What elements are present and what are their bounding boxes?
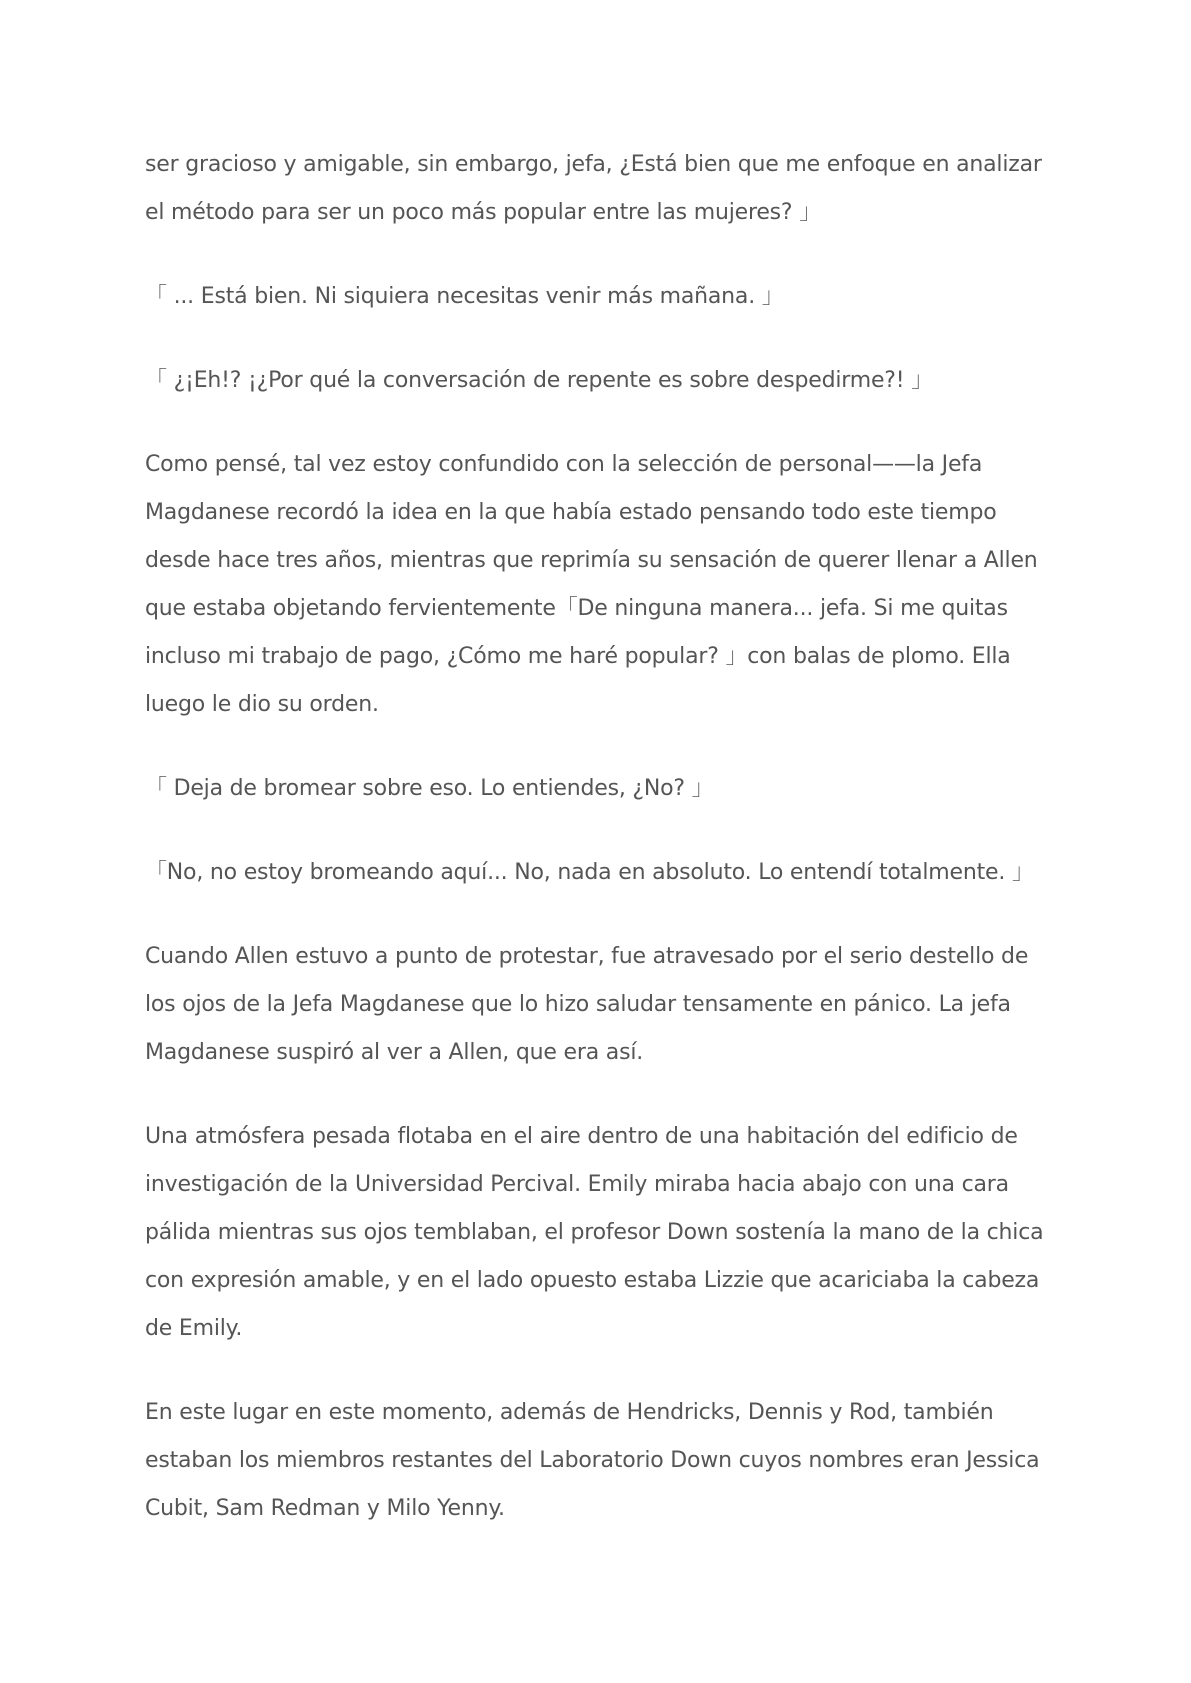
paragraph-2: 「 ... Está bien. Ni siquiera necesitas venir más mañana. 」 bbox=[145, 284, 784, 309]
paragraph-6: 「No, no estoy bromeando aquí... No, nada en absoluto. Lo entendí totalmente. 」 bbox=[145, 860, 1034, 885]
paragraph-8: Una atmósfera pesada flotaba en el aire dentro de una habitación del edificio de investigación de la Universidad Percival. Emily miraba hacia abajo con una cara pálida mientras sus ojos temblaban, el profesor Down sostenía la mano de la chica con expresión amable, y en el lado opuesto estaba Lizzie que acariciaba la cabeza de Emily. bbox=[145, 1124, 1044, 1341]
text-column bbox=[145, 141, 1065, 1533]
paragraph-4: Como pensé, tal vez estoy confundido con la selección de personal——la Jefa Magdanese recordó la idea en la que había estado pensando todo este tiempo desde hace tres años, mientras que reprimía su sensación de querer llenar a Allen que estaba objetando fervientemente「De ninguna manera... jefa. Si me quitas incluso mi trabajo de pago, ¿Cómo me haré popular? 」con balas de plomo. Ella luego le dio su orden. bbox=[145, 452, 1038, 717]
paragraph-1: ser gracioso y amigable, sin embargo, jefa, ¿Está bien que me enfoque en analizar el método para ser un poco más popular entre las mujeres? 」 bbox=[145, 152, 1042, 225]
paragraph-9: En este lugar en este momento, además de Hendricks, Dennis y Rod, también estaban los miembros restantes del Laboratorio Down cuyos nombres eran Jessica Cubit, Sam Redman y Milo Yenny. bbox=[145, 1400, 1040, 1521]
paragraph-5: 「 Deja de bromear sobre eso. Lo entiendes, ¿No? 」 bbox=[145, 776, 714, 801]
paragraph-3: 「 ¿¡Eh!? ¡¿Por qué la conversación de repente es sobre despedirme?! 」 bbox=[145, 368, 933, 393]
paragraph-7: Cuando Allen estuvo a punto de protestar, fue atravesado por el serio destello de los ojos de la Jefa Magdanese que lo hizo saludar tensamente en pánico. La jefa Magdanese suspiró al ver a Allen, que era así. bbox=[145, 944, 1029, 1065]
